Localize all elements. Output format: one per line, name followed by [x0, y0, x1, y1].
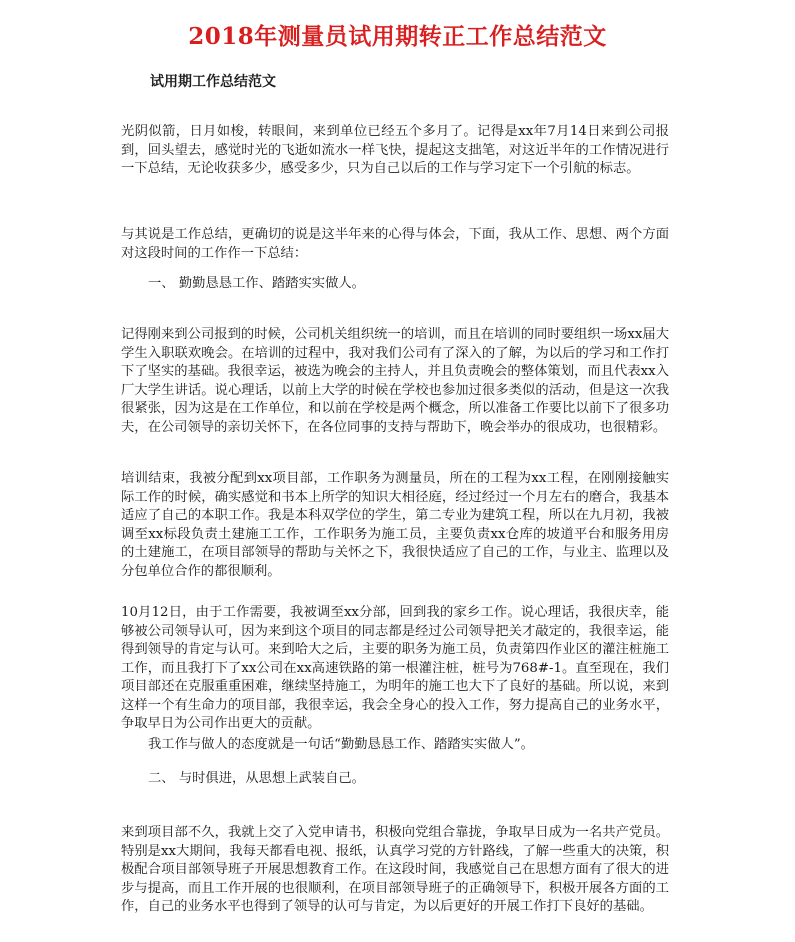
- document-subtitle: 试用期工作总结范文: [150, 74, 276, 90]
- document-title: 2018年测量员试用期转正工作总结范文: [188, 23, 607, 50]
- paragraph-assignment: 培训结束，我被分配到xx项目部，工作职务为测量员，所在的工程为xx工程，在刚刚接触实际工作的时候，确实感觉和书本上所学的知识大相径庭，经过经过一个月左右的磨合，我基本适应了自己的本职工作。我是本科双学位的学生，第二专业为建筑工程，所以在九月初，我被调至xx标段负责土建施工工作，工作职务为施工员，主要负责xx仓库的坡道平台和服务用房的土建施工，在项目部领导的帮助与关怀之下，我很快适应了自己的工作，与业主、监理以及分包单位合作的都很顺利。: [121, 471, 669, 579]
- section-heading-2: 二、 与时俱进，从思想上武装自己。: [148, 771, 365, 786]
- paragraph-transfer: 10月12日，由于工作需要，我被调至xx分部，回到我的家乡工作。说心理话，我很庆幸，能够被公司领导认可，因为来到这个项目的同志都是经过公司领导把关才敲定的，我很幸运，能得到领导的肯定与认可。来到哈大之后，主要的职务为施工员，负责第四作业区的灌注桩施工工作，而且我打下了xx公司在xx高速铁路的第一根灌注桩，桩号为768#-1。直至现在，我们项目部还在克服重重困难，继续坚持施工，为明年的施工也大下了良好的基础。所以说，来到这样一个有生命力的项目部，我很幸运，我会全身心的投入工作，努力提高自己的业务水平，争取早日为公司作出更大的贡献。: [121, 605, 669, 731]
- paragraph-overview: 与其说是工作总结，更确切的说是这半年来的心得与体会，下面，我从工作、思想、两个方面对这段时间的工作作一下总结：: [121, 227, 669, 261]
- section-heading-1: 一、 勤勤恳恳工作、踏踏实实做人。: [148, 276, 365, 291]
- paragraph-intro: 光阴似箭，日月如梭，转眼间，来到单位已经五个多月了。记得是xx年7月14日来到公司报到，回头望去，感觉时光的飞逝如流水一样飞快，提起这支拙笔，对这近半年的工作情况进行一下总结，无论收获多少，感受多少，只为自己以后的工作与学习定下一个引航的标志。: [121, 124, 669, 176]
- paragraph-attitude: 我工作与做人的态度就是一句话“勤勤恳恳工作、踏踏实实做人”。: [148, 737, 534, 752]
- paragraph-party: 来到项目部不久，我就上交了入党申请书，积极向党组合靠拢，争取早日成为一名共产党员。特别是xx大期间，我每天都看电视、报纸，认真学习党的方针路线，了解一些重大的决策，积极配合项目部领导班子开展思想教育工作。在这段时间，我感觉自己在思想方面有了很大的进步与提高，而且工作开展的也很顺利，在项目部领导班子的正确领导下，积极开展各方面的工作，自己的业务水平也得到了领导的认可与肯定，为以后更好的开展工作打下良好的基础。: [121, 825, 669, 914]
- paragraph-training: 记得刚来到公司报到的时候，公司机关组织统一的培训，而且在培训的同时要组织一场xx届大学生入职联欢晚会。在培训的过程中，我对我们公司有了深入的了解，为以后的学习和工作打下了坚实的基础。我很幸运，被选为晚会的主持人，并且负责晚会的整体策划，而且代表xx入厂大学生讲话。说心理话，以前上大学的时候在学校也参加过很多类似的活动，但是这一次我很紧张，因为这是在工作单位，和以前在学校是两个概念，所以准备工作要比以前下了很多功夫，在公司领导的亲切关怀下，在各位同事的支持与帮助下，晚会举办的很成功，也很精彩。: [121, 327, 669, 435]
